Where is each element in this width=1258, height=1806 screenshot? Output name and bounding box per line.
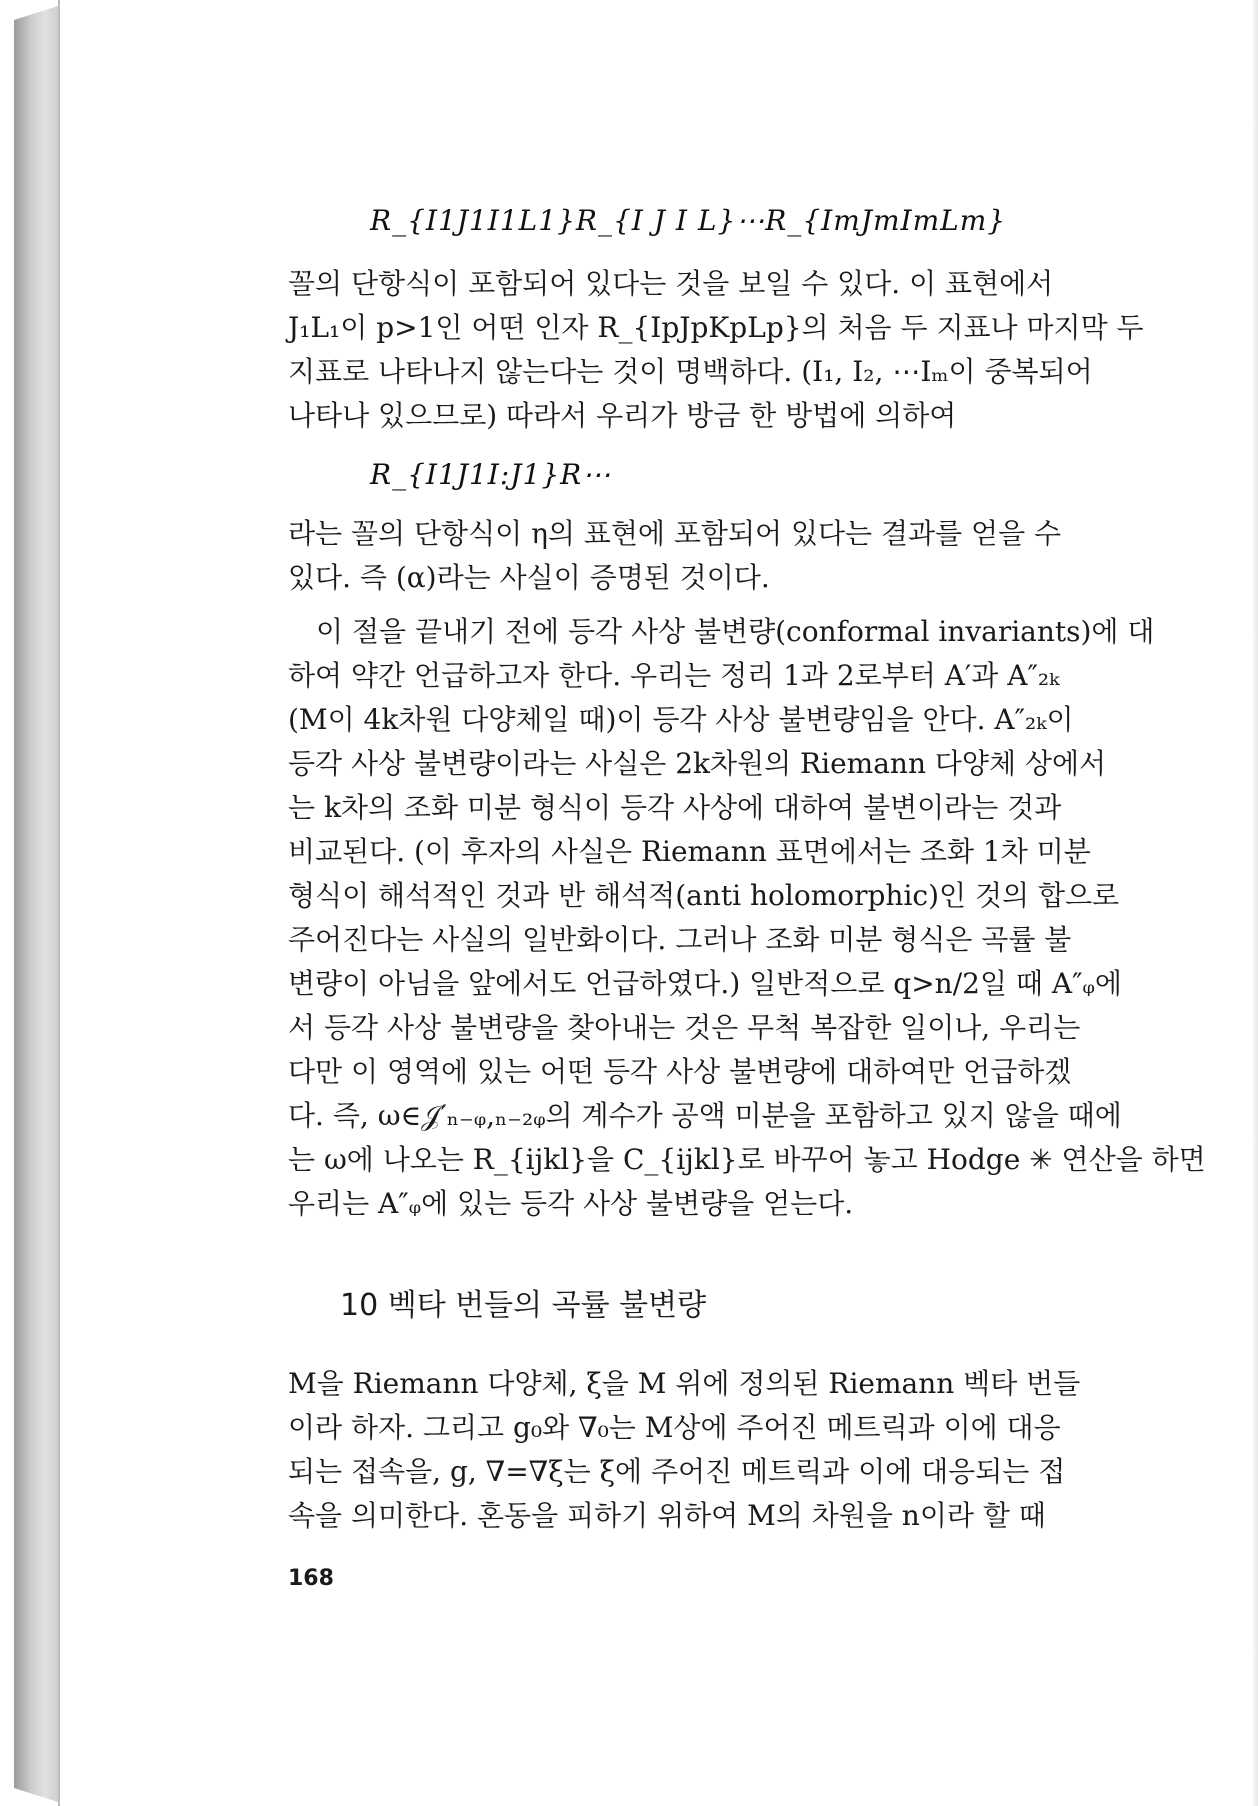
paragraph-1-line: 지표로 나타나지 않는다는 것이 명백하다. (I₁, I₂, ⋯Iₘ이 중복되어 [288, 355, 1093, 388]
paragraph-3-line: 비교된다. (이 후자의 사실은 Riemann 표면에서는 조화 1차 미분 [288, 835, 1091, 868]
section-heading: 10 벡타 번들의 곡률 불변량 [340, 1288, 707, 1323]
formula-2: R_{I1J1I:J1}R⋯ [370, 458, 612, 491]
paragraph-2-line: 라는 꼴의 단항식이 η의 표현에 포함되어 있다는 결과를 얻을 수 [288, 517, 1062, 550]
paragraph-2 [288, 512, 1108, 600]
page-spine-edge [58, 0, 60, 1806]
paragraph-2-line: 있다. 즉 (α)라는 사실이 증명된 것이다. [288, 561, 770, 594]
paragraph-1-line: 나타나 있으므로) 따라서 우리가 방금 한 방법에 의하여 [288, 399, 957, 432]
formula-1: R_{I1J1I1L1}R_{I J I L}⋯R_{ImJmImLm} [370, 204, 1007, 237]
paragraph-4-line: 이라 하자. 그리고 g₀와 ∇₀는 M상에 주어진 메트릭과 이에 대응 [288, 1411, 1061, 1444]
paragraph-3-line: 는 k차의 조화 미분 형식이 등각 사상에 대하여 불변이라는 것과 [288, 791, 1062, 824]
paragraph-1-line: J₁L₁이 p>1인 어떤 인자 R_{IpJpKpLp}의 처음 두 지표나 마지막 두 [288, 311, 1144, 344]
paragraph-3-line: 서 등각 사상 불변량을 찾아내는 것은 무척 복잡한 일이나, 우리는 [288, 1011, 1081, 1044]
paragraph-3-line: 주어진다는 사실의 일반화이다. 그러나 조화 미분 형식은 곡률 불 [288, 923, 1072, 956]
paragraph-4-line: 속을 의미한다. 혼동을 피하기 위하여 M의 차원을 n이라 할 때 [288, 1499, 1046, 1532]
page-number: 168 [288, 1566, 334, 1591]
paragraph-4-line: 되는 접속을, g, ∇=∇ξ는 ξ에 주어진 메트릭과 이에 대응되는 접 [288, 1455, 1066, 1488]
page-spine [14, 6, 58, 1802]
paragraph-4-line: M을 Riemann 다양체, ξ을 M 위에 정의된 Riemann 벡타 번들 [288, 1367, 1081, 1400]
paragraph-1-line: 꼴의 단항식이 포함되어 있다는 것을 보일 수 있다. 이 표현에서 [288, 267, 1054, 300]
paragraph-3-line: 우리는 A″ᵩ에 있는 등각 사상 불변량을 얻는다. [288, 1187, 854, 1220]
paragraph-3-line: 다만 이 영역에 있는 어떤 등각 사상 불변량에 대하여만 언급하겠 [288, 1055, 1072, 1088]
paragraph-3-line: 변량이 아님을 앞에서도 언급하였다.) 일반적으로 q>n/2일 때 A″ᵩ에 [288, 967, 1122, 1000]
paragraph-3-line: (M이 4k차원 다양체일 때)이 등각 사상 불변량임을 안다. A″₂ₖ이 [288, 703, 1074, 736]
paragraph-3 [288, 610, 1206, 1226]
paragraph-3-line: 다. 즉, ω∈𝒥′ₙ₋ᵩ,ₙ₋₂ᵩ의 계수가 공액 미분을 포함하고 있지 않을 때에 [288, 1099, 1122, 1132]
paragraph-3-line: 이 절을 끝내기 전에 등각 사상 불변량(conformal invariants)에 대 [316, 615, 1155, 648]
paragraph-3-line: 등각 사상 불변량이라는 사실은 2k차원의 Riemann 다양체 상에서 [288, 747, 1107, 780]
paragraph-4 [288, 1362, 1108, 1538]
paragraph-3-line: 형식이 해석적인 것과 반 해석적(anti holomorphic)인 것의 합으로 [288, 879, 1120, 912]
paragraph-3-line: 하여 약간 언급하고자 한다. 우리는 정리 1과 2로부터 A′과 A″₂ₖ [288, 659, 1060, 692]
page-right-edge [1252, 0, 1258, 1806]
paragraph-3-line: 는 ω에 나오는 R_{ijkl}을 C_{ijkl}로 바꾸어 놓고 Hodge ✳ 연산을 하면 [288, 1143, 1206, 1176]
paragraph-1 [288, 262, 1144, 438]
